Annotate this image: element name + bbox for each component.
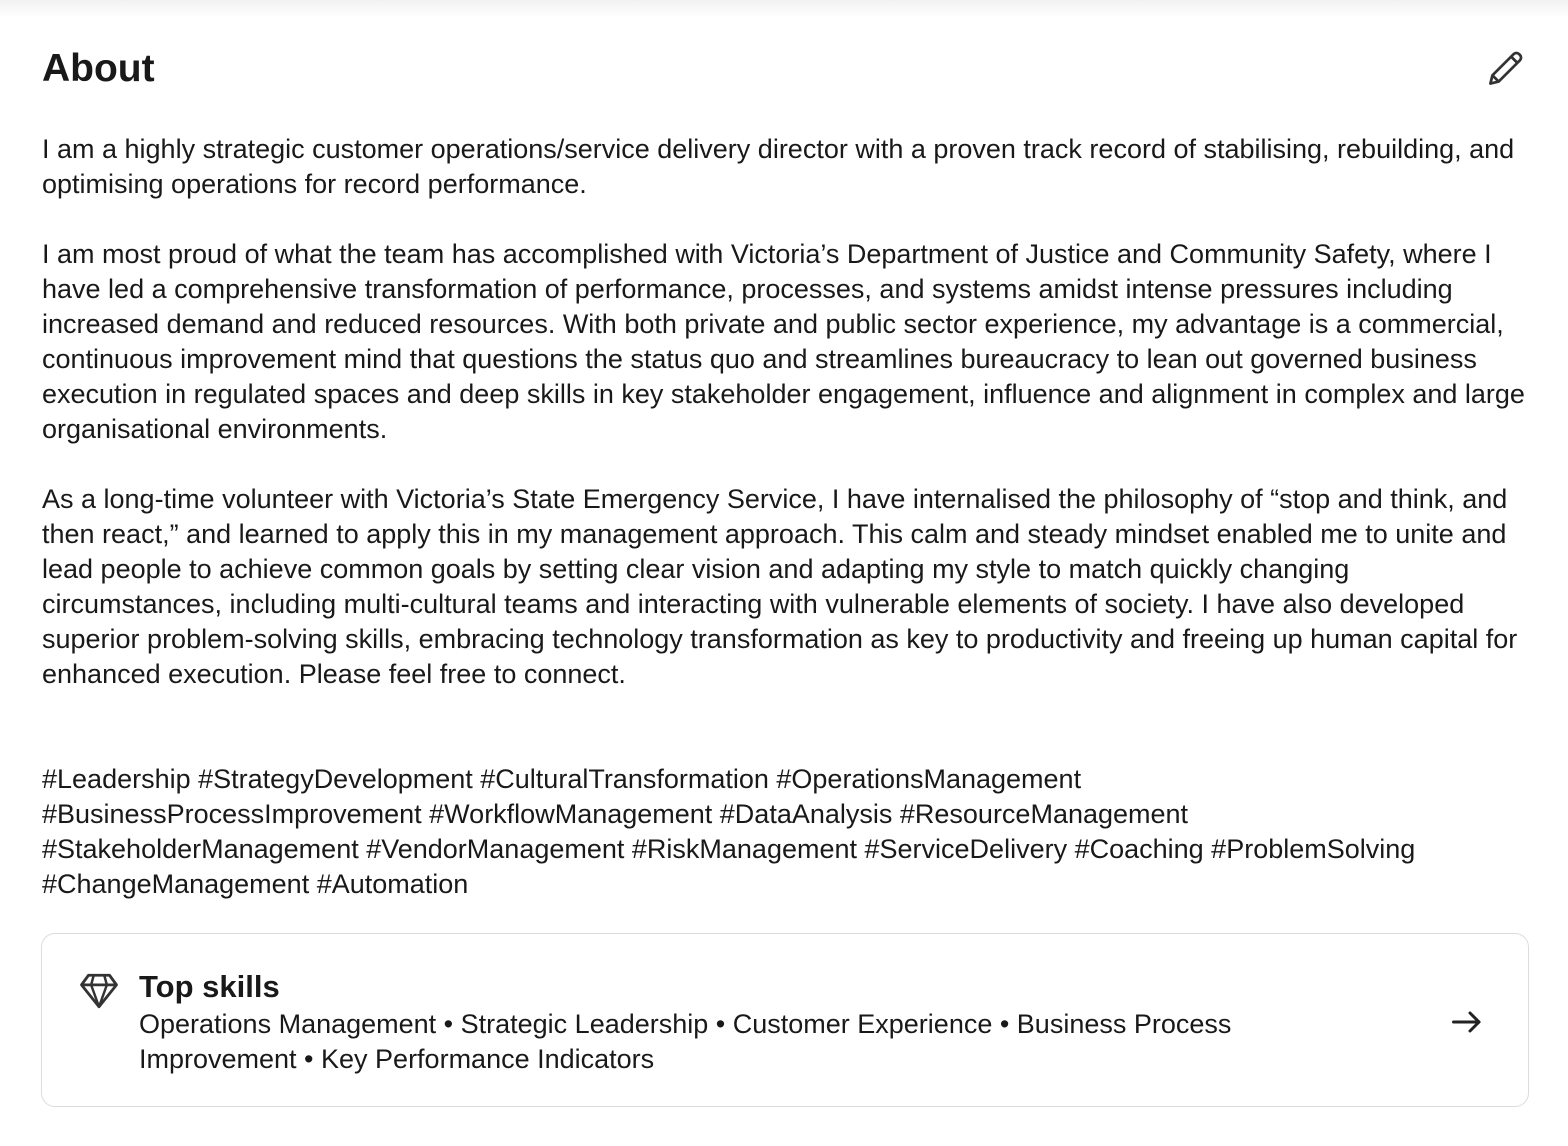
hashtag-line: #BusinessProcessImprovement #WorkflowManagement #DataAnalysis #ResourceManagement	[42, 799, 1189, 829]
about-paragraph-2: I am most proud of what the team has accomplished with Victoria’s Department of Justice and Community Safety, where I have led a comprehensive transformation of performance, processes, and systems amidst intense pressures including increased demand and reduced resources. With both private and public sector experience, my advantage is a commercial, continuous improvement mind that questions the status quo and streamlines bureaucracy to lean out governed business execution in regulated spaces and deep skills in key stakeholder engagement, influence and alignment in complex and large organisational environments.	[42, 239, 1525, 444]
top-skills-title: Top skills	[139, 969, 280, 1004]
pencil-icon	[1484, 46, 1528, 90]
about-paragraph-1: I am a highly strategic customer operations/service delivery director with a proven track record of stabilising, rebuilding, and optimising operations for record performance.	[42, 134, 1515, 199]
about-text	[42, 132, 1532, 692]
about-paragraph-3: As a long-time volunteer with Victoria’s State Emergency Service, I have internalised the philosophy of “stop and think, and then react,” and learned to apply this in my management approach. This calm and steady mindset enabled me to unite and lead people to achieve common goals by setting clear vision and adapting my style to match quickly changing circumstances, including multi-cultural teams and interacting with vulnerable elements of society. I have also developed superior problem-solving skills, embracing technology transformation as key to productivity and freeing up human capital for enhanced execution. Please feel free to connect.	[42, 484, 1518, 689]
arrow-right-icon[interactable]	[1449, 1004, 1485, 1040]
hashtag-line: #StakeholderManagement #VendorManagement #RiskManagement #ServiceDelivery #Coaching #ProblemSolving	[42, 834, 1416, 864]
edit-about-button[interactable]	[1478, 40, 1534, 96]
top-skills-list: Operations Management • Strategic Leadership • Customer Experience • Business Process Improvement • Key Performance Indicators	[139, 1009, 1232, 1074]
top-skills-card[interactable]	[41, 933, 1529, 1107]
hashtags	[42, 762, 1542, 902]
hashtag-line: #Leadership #StrategyDevelopment #CulturalTransformation #OperationsManagement	[42, 764, 1082, 794]
about-title: About	[42, 47, 155, 90]
hashtag-line: #ChangeManagement #Automation	[42, 869, 469, 899]
diamond-icon	[78, 970, 120, 1012]
